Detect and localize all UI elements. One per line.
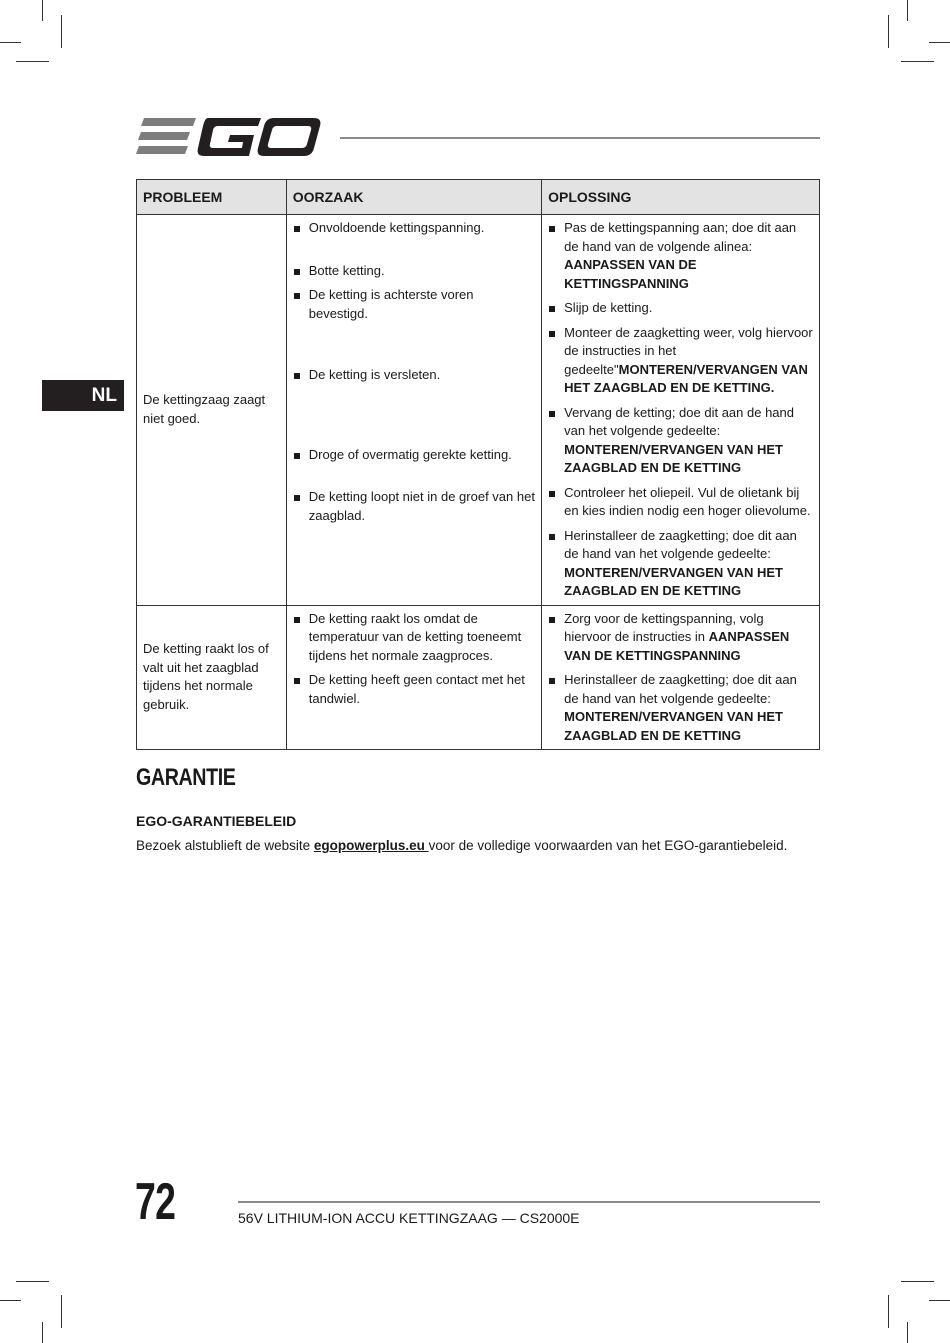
cause-item: Botte ketting.: [293, 262, 535, 281]
table-row: [137, 215, 820, 606]
solution-item: Herinstalleer de zaagketting; doe dit aan de hand van het volgende gedeelte: MONTEREN/VERVANGEN VAN HET ZAAGBLAD EN DE KETTING: [548, 527, 813, 601]
cause-item: De ketting heeft geen contact met het tandwiel.: [293, 671, 535, 708]
troubleshooting-table: [136, 179, 820, 750]
bullet-icon: [549, 331, 555, 337]
table-row: [137, 605, 820, 750]
problem-cell: De kettingzaag zaagt niet goed.: [137, 215, 287, 606]
problem-cell: De ketting raakt los of valt uit het zaagblad tijdens het normale gebruik.: [137, 605, 287, 750]
solution-cell: [542, 215, 820, 606]
cause-item: De ketting loopt niet in de groef van het zaagblad.: [293, 488, 535, 525]
cause-cell: [286, 215, 541, 606]
header-oplossing: OPLOSSING: [542, 180, 820, 215]
cause-item: De ketting is achterste voren bevestigd.: [293, 286, 535, 323]
solution-item: Pas de kettingspanning aan; doe dit aan de hand van de volgende alinea: AANPASSEN VAN DE KETTINGSPANNING: [548, 219, 813, 293]
cause-item: De ketting is versleten.: [293, 366, 535, 385]
header-oorzaak: OORZAAK: [286, 180, 541, 215]
header-probleem: PROBLEEM: [137, 180, 287, 215]
bullet-icon: [294, 373, 300, 379]
ego-logo: [136, 116, 322, 158]
bullet-icon: [549, 491, 555, 497]
bullet-icon: [294, 226, 300, 232]
bullet-icon: [294, 293, 300, 299]
solution-item: Controleer het oliepeil. Vul de olietank bij en kies indien nodig een hoger olievolume.: [548, 484, 813, 521]
solution-cell: [542, 605, 820, 750]
bullet-icon: [549, 411, 555, 417]
warranty-text: Bezoek alstublieft de website egopowerplus.eu voor de volledige voorwaarden van het EGO-garantiebeleid.: [136, 838, 788, 853]
language-tab: NL: [42, 380, 124, 411]
bullet-icon: [549, 534, 555, 540]
solution-item: Monteer de zaagketting weer, volg hiervoor de instructies in het gedeelte"MONTEREN/VERVANGEN VAN HET ZAAGBLAD EN DE KETTING.: [548, 324, 813, 398]
cause-cell: [286, 605, 541, 750]
bullet-icon: [294, 453, 300, 459]
bullet-icon: [549, 617, 555, 623]
header-rule: [340, 137, 820, 139]
warranty-title: GARANTIE: [136, 764, 236, 791]
bullet-icon: [294, 269, 300, 275]
cause-item: De ketting raakt los omdat de temperatuur van de ketting toeneemt tijdens het normale zaagproces.: [293, 610, 535, 666]
warranty-subtitle: EGO-GARANTIEBELEID: [136, 813, 297, 829]
solution-item: Zorg voor de kettingspanning, volg hiervoor de instructies in AANPASSEN VAN DE KETTINGSPANNING: [548, 610, 813, 666]
bullet-icon: [294, 617, 300, 623]
cause-item: Droge of overmatig gerekte ketting.: [293, 446, 535, 465]
page-number: 72: [135, 1173, 176, 1231]
bullet-icon: [549, 226, 555, 232]
bullet-icon: [549, 306, 555, 312]
bullet-icon: [294, 495, 300, 501]
bullet-icon: [549, 678, 555, 684]
solution-item: Vervang de ketting; doe dit aan de hand van het volgende gedeelte: MONTEREN/VERVANGEN VAN HET ZAAGBLAD EN DE KETTING: [548, 404, 813, 478]
solution-item: Herinstalleer de zaagketting; doe dit aan de hand van het volgende gedeelte: MONTEREN/VERVANGEN VAN HET ZAAGBLAD EN DE KETTING: [548, 671, 813, 745]
warranty-link[interactable]: egopowerplus.eu: [313, 838, 429, 853]
footer-rule: [238, 1201, 820, 1203]
bullet-icon: [294, 678, 300, 684]
solution-item: Slijp de ketting.: [548, 299, 813, 318]
cause-item: Onvoldoende kettingspanning.: [293, 219, 535, 238]
footer-product: 56V LITHIUM-ION ACCU KETTINGZAAG — CS2000E: [238, 1210, 580, 1226]
table-header-row: [137, 180, 820, 215]
